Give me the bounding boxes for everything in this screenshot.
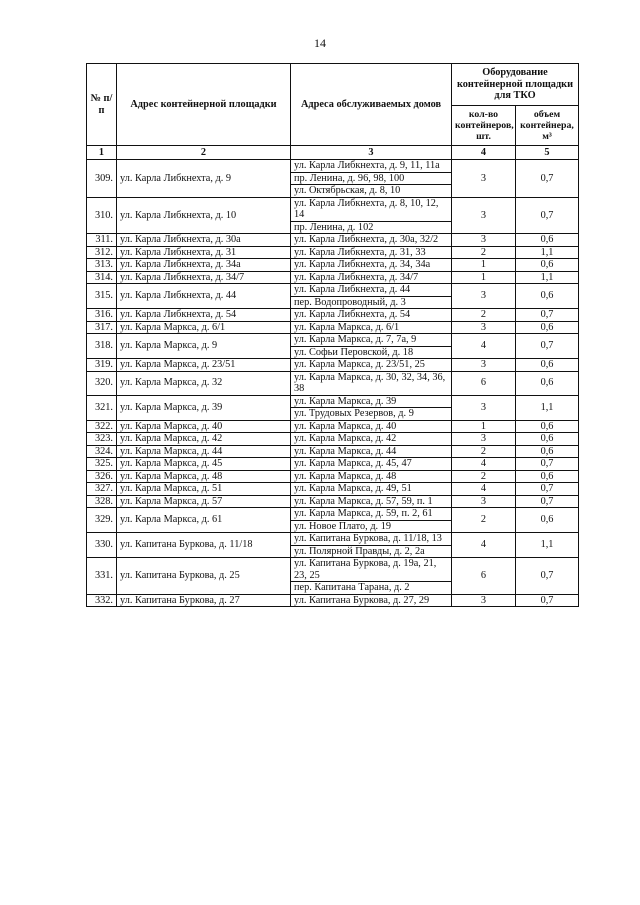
served-house: ул. Карла Маркса, д. 42 xyxy=(291,433,452,446)
container-count: 2 xyxy=(452,445,516,458)
row-number: 323. xyxy=(87,433,117,446)
site-address: ул. Карла Маркса, д. 23/51 xyxy=(117,359,291,372)
header-served-houses: Адреса обслуживаемых домов xyxy=(291,64,452,146)
container-volume: 0,7 xyxy=(516,558,579,595)
served-house: ул. Карла Маркса, д. 49, 51 xyxy=(291,483,452,496)
container-count: 3 xyxy=(452,594,516,607)
header-count: кол-во контейнеров, шт. xyxy=(452,106,516,146)
table-row xyxy=(87,433,579,446)
site-address: ул. Карла Маркса, д. 6/1 xyxy=(117,321,291,334)
container-count: 4 xyxy=(452,458,516,471)
container-volume: 1,1 xyxy=(516,395,579,420)
column-index: 3 xyxy=(291,146,452,160)
served-house: ул. Октябрьская, д. 8, 10 xyxy=(291,185,452,198)
header-site-address: Адрес контейнерной площадки xyxy=(117,64,291,146)
site-address: ул. Карла Либкнехта, д. 9 xyxy=(117,160,291,198)
table-row xyxy=(87,594,579,607)
table-row xyxy=(87,458,579,471)
row-number: 328. xyxy=(87,495,117,508)
table-row xyxy=(87,445,579,458)
container-volume: 0,6 xyxy=(516,508,579,533)
container-volume: 1,1 xyxy=(516,271,579,284)
row-number: 312. xyxy=(87,246,117,259)
table-row xyxy=(87,371,579,395)
container-volume: 0,7 xyxy=(516,483,579,496)
container-volume: 0,7 xyxy=(516,594,579,607)
row-number: 322. xyxy=(87,420,117,433)
row-number: 320. xyxy=(87,371,117,395)
container-count: 3 xyxy=(452,160,516,198)
served-house: ул. Карла Маркса, д. 40 xyxy=(291,420,452,433)
container-volume: 0,7 xyxy=(516,309,579,322)
header-volume: объем контейнера, м³ xyxy=(516,106,579,146)
container-volume: 0,6 xyxy=(516,234,579,247)
container-count: 6 xyxy=(452,558,516,595)
row-number: 310. xyxy=(87,197,117,234)
row-number: 318. xyxy=(87,334,117,359)
site-address: ул. Карла Либкнехта, д. 31 xyxy=(117,246,291,259)
column-index: 2 xyxy=(117,146,291,160)
container-count: 4 xyxy=(452,334,516,359)
served-house: ул. Карла Маркса, д. 45, 47 xyxy=(291,458,452,471)
table-row xyxy=(87,197,579,221)
container-volume: 0,6 xyxy=(516,433,579,446)
container-count: 1 xyxy=(452,259,516,272)
row-number: 319. xyxy=(87,359,117,372)
table-row xyxy=(87,321,579,334)
served-house: ул. Карла Либкнехта, д. 54 xyxy=(291,309,452,322)
table-row xyxy=(87,271,579,284)
container-count: 3 xyxy=(452,284,516,309)
table-row xyxy=(87,470,579,483)
site-address: ул. Карла Маркса, д. 42 xyxy=(117,433,291,446)
row-number: 326. xyxy=(87,470,117,483)
row-number: 331. xyxy=(87,558,117,595)
container-count: 3 xyxy=(452,395,516,420)
column-index-row xyxy=(87,146,579,160)
site-address: ул. Карла Либкнехта, д. 44 xyxy=(117,284,291,309)
site-address: ул. Карла Либкнехта, д. 10 xyxy=(117,197,291,234)
container-sites-table xyxy=(86,63,579,607)
served-house: ул. Софьи Перовской, д. 18 xyxy=(291,346,452,359)
served-house: ул. Карла Маркса, д. 44 xyxy=(291,445,452,458)
served-house: ул. Карла Либкнехта, д. 8, 10, 12, 14 xyxy=(291,197,452,221)
container-count: 3 xyxy=(452,433,516,446)
container-volume: 0,6 xyxy=(516,321,579,334)
table-body xyxy=(87,160,579,607)
row-number: 327. xyxy=(87,483,117,496)
table-row xyxy=(87,359,579,372)
row-number: 332. xyxy=(87,594,117,607)
container-volume: 0,6 xyxy=(516,259,579,272)
container-volume: 0,7 xyxy=(516,197,579,234)
column-index: 1 xyxy=(87,146,117,160)
served-house: ул. Карла Маркса, д. 48 xyxy=(291,470,452,483)
table-row xyxy=(87,558,579,582)
table-row xyxy=(87,420,579,433)
page-number: 14 xyxy=(314,36,326,50)
container-volume: 0,6 xyxy=(516,371,579,395)
site-address: ул. Карла Маркса, д. 48 xyxy=(117,470,291,483)
container-count: 1 xyxy=(452,271,516,284)
served-house: ул. Карла Либкнехта, д. 44 xyxy=(291,284,452,297)
row-number: 311. xyxy=(87,234,117,247)
container-count: 3 xyxy=(452,321,516,334)
site-address: ул. Карла Либкнехта, д. 54 xyxy=(117,309,291,322)
site-address: ул. Капитана Буркова, д. 27 xyxy=(117,594,291,607)
row-number: 329. xyxy=(87,508,117,533)
site-address: ул. Карла Маркса, д. 44 xyxy=(117,445,291,458)
container-volume: 0,6 xyxy=(516,284,579,309)
served-house: ул. Новое Плато, д. 19 xyxy=(291,520,452,533)
served-house: ул. Карла Маркса, д. 6/1 xyxy=(291,321,452,334)
container-volume: 0,6 xyxy=(516,445,579,458)
table-row xyxy=(87,234,579,247)
site-address: ул. Карла Маркса, д. 61 xyxy=(117,508,291,533)
row-number: 315. xyxy=(87,284,117,309)
container-count: 3 xyxy=(452,359,516,372)
container-count: 3 xyxy=(452,234,516,247)
table-row xyxy=(87,508,579,521)
served-house: ул. Карла Маркса, д. 59, п. 2, 61 xyxy=(291,508,452,521)
container-count: 2 xyxy=(452,508,516,533)
table-row xyxy=(87,395,579,408)
row-number: 324. xyxy=(87,445,117,458)
site-address: ул. Карла Маркса, д. 40 xyxy=(117,420,291,433)
header-equipment: Оборудование контейнерной площадки для ТКО xyxy=(452,64,579,106)
container-count: 3 xyxy=(452,197,516,234)
site-address: ул. Карла Маркса, д. 45 xyxy=(117,458,291,471)
column-index: 4 xyxy=(452,146,516,160)
site-address: ул. Капитана Буркова, д. 25 xyxy=(117,558,291,595)
served-house: ул. Карла Маркса, д. 7, 7а, 9 xyxy=(291,334,452,347)
table-row xyxy=(87,309,579,322)
served-house: ул. Карла Маркса, д. 57, 59, п. 1 xyxy=(291,495,452,508)
served-house: ул. Карла Либкнехта, д. 34/7 xyxy=(291,271,452,284)
row-number: 309. xyxy=(87,160,117,198)
container-volume: 0,6 xyxy=(516,420,579,433)
table-row xyxy=(87,160,579,173)
table-row xyxy=(87,483,579,496)
row-number: 314. xyxy=(87,271,117,284)
served-house: ул. Карла Маркса, д. 30, 32, 34, 36, 38 xyxy=(291,371,452,395)
row-number: 316. xyxy=(87,309,117,322)
served-house: пр. Ленина, д. 96, 98, 100 xyxy=(291,172,452,185)
row-number: 317. xyxy=(87,321,117,334)
served-house: ул. Трудовых Резервов, д. 9 xyxy=(291,408,452,421)
table-row xyxy=(87,259,579,272)
served-house: ул. Карла Либкнехта, д. 9, 11, 11а xyxy=(291,160,452,173)
container-volume: 0,6 xyxy=(516,470,579,483)
served-house: ул. Карла Либкнехта, д. 34, 34а xyxy=(291,259,452,272)
container-count: 2 xyxy=(452,309,516,322)
table-row xyxy=(87,334,579,347)
column-index: 5 xyxy=(516,146,579,160)
table-row xyxy=(87,246,579,259)
container-count: 6 xyxy=(452,371,516,395)
container-count: 2 xyxy=(452,470,516,483)
table-row xyxy=(87,495,579,508)
served-house: ул. Полярной Правды, д. 2, 2а xyxy=(291,545,452,558)
container-count: 2 xyxy=(452,246,516,259)
site-address: ул. Карла Либкнехта, д. 34/7 xyxy=(117,271,291,284)
site-address: ул. Карла Маркса, д. 57 xyxy=(117,495,291,508)
container-volume: 0,7 xyxy=(516,334,579,359)
site-address: ул. Карла Маркса, д. 9 xyxy=(117,334,291,359)
container-count: 3 xyxy=(452,495,516,508)
served-house: ул. Капитана Буркова, д. 11/18, 13 xyxy=(291,533,452,546)
site-address: ул. Карла Маркса, д. 39 xyxy=(117,395,291,420)
served-house: пер. Водопроводный, д. 3 xyxy=(291,296,452,309)
container-volume: 0,7 xyxy=(516,458,579,471)
table-row xyxy=(87,533,579,546)
served-house: ул. Карла Маркса, д. 23/51, 25 xyxy=(291,359,452,372)
served-house: пр. Ленина, д. 102 xyxy=(291,221,452,234)
served-house: ул. Капитана Буркова, д. 27, 29 xyxy=(291,594,452,607)
site-address: ул. Карла Маркса, д. 32 xyxy=(117,371,291,395)
site-address: ул. Капитана Буркова, д. 11/18 xyxy=(117,533,291,558)
row-number: 325. xyxy=(87,458,117,471)
row-number: 321. xyxy=(87,395,117,420)
container-volume: 1,1 xyxy=(516,246,579,259)
header-num: № п/п xyxy=(87,64,117,146)
site-address: ул. Карла Маркса, д. 51 xyxy=(117,483,291,496)
container-volume: 1,1 xyxy=(516,533,579,558)
table-row xyxy=(87,284,579,297)
served-house: ул. Карла Либкнехта, д. 31, 33 xyxy=(291,246,452,259)
container-count: 4 xyxy=(452,533,516,558)
row-number: 330. xyxy=(87,533,117,558)
row-number: 313. xyxy=(87,259,117,272)
served-house: ул. Карла Маркса, д. 39 xyxy=(291,395,452,408)
container-volume: 0,7 xyxy=(516,160,579,198)
site-address: ул. Карла Либкнехта, д. 34а xyxy=(117,259,291,272)
container-count: 4 xyxy=(452,483,516,496)
served-house: пер. Капитана Тарана, д. 2 xyxy=(291,582,452,595)
container-volume: 0,7 xyxy=(516,495,579,508)
served-house: ул. Карла Либкнехта, д. 30а, 32/2 xyxy=(291,234,452,247)
served-house: ул. Капитана Буркова, д. 19а, 21, 23, 25 xyxy=(291,558,452,582)
container-volume: 0,6 xyxy=(516,359,579,372)
site-address: ул. Карла Либкнехта, д. 30а xyxy=(117,234,291,247)
container-count: 1 xyxy=(452,420,516,433)
